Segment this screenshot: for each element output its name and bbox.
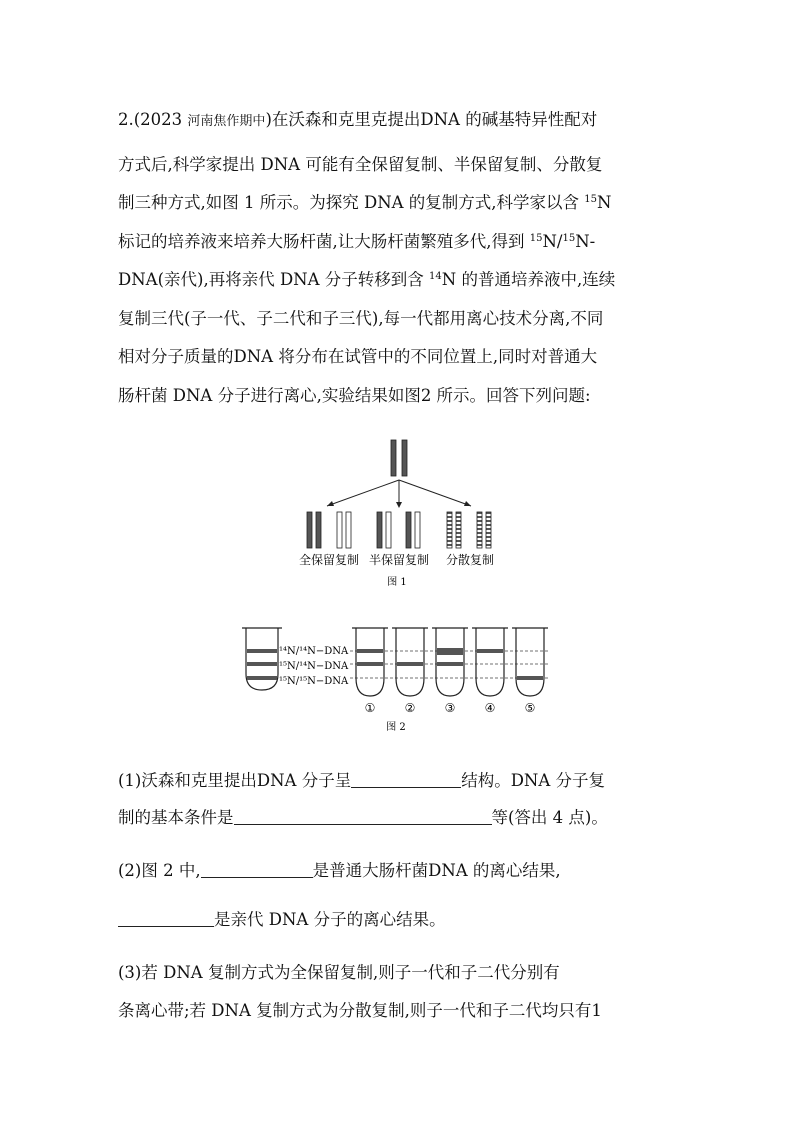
tube-3 bbox=[432, 628, 468, 696]
band-label-15-14: ¹⁵N/¹⁴N−DNA bbox=[279, 661, 349, 672]
question-line-8: 肠杆菌 DNA 分子进行离心,实验结果如图2 所示。回答下列问题: bbox=[118, 386, 591, 405]
figure-1-replication-modes bbox=[285, 432, 515, 592]
figure-2-caption: 图 2 bbox=[386, 722, 406, 733]
q3-line-1: (3)若 DNA 复制方式为全保留复制,则子一代和子二代分别有 bbox=[118, 963, 560, 982]
parent-strand-right bbox=[402, 440, 407, 476]
question-line-7: 相对分子质量的DNA 将分布在试管中的不同位置上,同时对普通大 bbox=[118, 347, 598, 366]
answer-blank-q1-structure[interactable] bbox=[351, 771, 461, 788]
tube-number-5: ⑤ bbox=[524, 701, 536, 715]
answer-blank-q2-parent[interactable] bbox=[118, 910, 214, 927]
tube-number-2: ② bbox=[404, 701, 416, 715]
figure-2-centrifuge-results bbox=[238, 624, 558, 734]
question-line-6: 复制三代(子一代、子二代和子三代),每一代都用离心技术分离,不同 bbox=[118, 309, 604, 328]
tube-4 bbox=[472, 628, 508, 696]
tube-2 bbox=[392, 628, 428, 696]
question-line-1: 2.(2023 河南焦作期中)在沃森和克里克提出DNA 的碱基特异性配对 bbox=[118, 110, 598, 129]
question-line-4: 标记的培养液来培养大肠杆菌,让大肠杆菌繁殖多代,得到 $^{15}$N/$^{15}$N- bbox=[118, 232, 596, 251]
tube-5 bbox=[512, 628, 548, 696]
tube-1 bbox=[352, 628, 388, 696]
label-conservative: 全保留复制 bbox=[298, 553, 360, 567]
conservative-strands bbox=[307, 512, 351, 548]
q2-line-1: (2)图 2 中, 是普通大肠杆菌DNA 的离心结果, bbox=[118, 861, 561, 880]
answer-blank-q2-normal[interactable] bbox=[201, 861, 313, 878]
question-line-5: DNA(亲代),再将亲代 DNA 分子转移到含 $^{14}$N 的普通培养液中,连续 bbox=[118, 270, 616, 289]
question-source: 河南焦作期中 bbox=[187, 114, 266, 129]
answer-blank-q1-conditions[interactable] bbox=[234, 808, 492, 825]
band-label-15-15: ¹⁵N/¹⁵N−DNA bbox=[279, 676, 349, 687]
tube-number-3: ③ bbox=[444, 701, 456, 715]
parent-strand-left bbox=[391, 440, 396, 476]
band-label-14-14: ¹⁴N/¹⁴N−DNA bbox=[279, 646, 349, 657]
question-line-3: 制三种方式,如图 1 所示。为探究 DNA 的复制方式,科学家以含 $^{15}$N bbox=[118, 193, 612, 212]
question-number: 2.(2023 bbox=[118, 110, 188, 129]
semiconservative-strands bbox=[377, 512, 420, 548]
tube-number-1: ① bbox=[364, 701, 376, 715]
figure-1-caption: 图 1 bbox=[387, 577, 407, 588]
reference-tube bbox=[242, 628, 282, 690]
q2-line-2: 是亲代 DNA 分子的离心结果。 bbox=[118, 910, 678, 930]
question-line-2: 方式后,科学家提出 DNA 可能有全保留复制、半保留复制、分散复 bbox=[118, 155, 603, 174]
dispersive-strands bbox=[447, 512, 491, 548]
label-semiconservative: 半保留复制 bbox=[368, 553, 430, 567]
tube-number-4: ④ bbox=[484, 701, 496, 715]
label-dispersive: 分散复制 bbox=[445, 553, 495, 567]
q1-line-2: 制的基本条件是 等(答出 4 点)。 bbox=[118, 808, 608, 827]
q1-line-1: (1)沃森和克里提出DNA 分子呈 结构。DNA 分子复 bbox=[118, 771, 606, 790]
q3-line-2: 条离心带;若 DNA 复制方式为分散复制,则子一代和子二代均只有1 bbox=[118, 1001, 602, 1020]
